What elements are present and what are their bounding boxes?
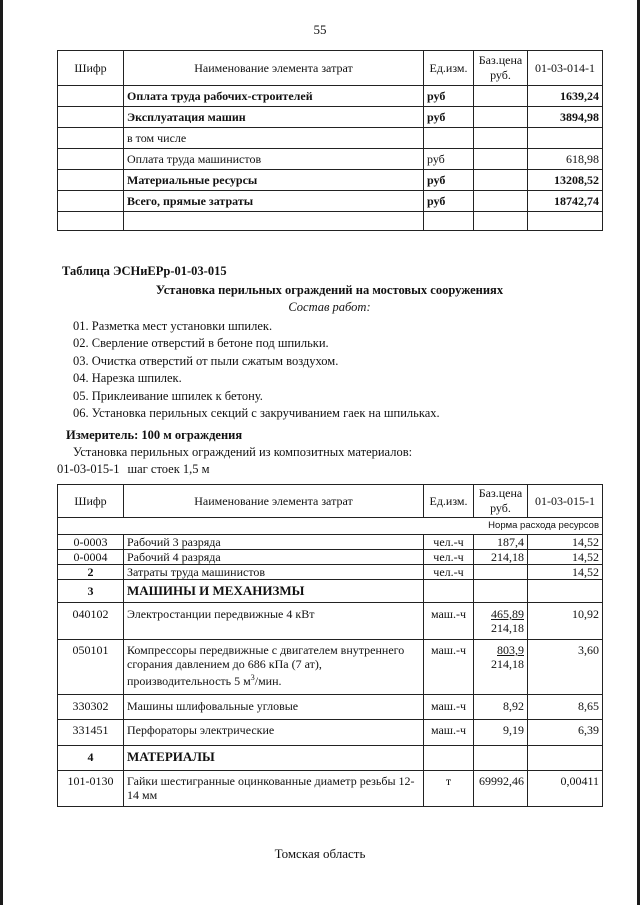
footer-region: Томская область: [274, 846, 366, 861]
composition-label: Состав работ:: [288, 300, 371, 314]
row-value: 18742,74: [528, 191, 603, 212]
row-code: 040102: [58, 603, 124, 640]
row-price: 9,19: [474, 720, 528, 746]
row-price: [474, 565, 528, 580]
row-name: Компрессоры передвижные с двигателем внутреннего сгорания давлением до 686 кПа (7 ат), производительность 5 $м^3$/мин.: [124, 640, 424, 695]
row-value: 6,39: [528, 720, 603, 746]
table-row: [58, 170, 603, 191]
row-unit: маш.-ч: [424, 603, 474, 640]
table-row: [58, 640, 603, 695]
row-code: 101-0130: [58, 771, 124, 807]
norm-label: Норма расхода ресурсов: [58, 518, 603, 535]
table-row: [58, 107, 603, 128]
row-name: Машины шлифовальные угловые: [124, 695, 424, 720]
header-unit: Ед.изм.: [424, 51, 474, 86]
row-name: Всего, прямые затраты: [124, 191, 424, 212]
row-name: Рабочий 4 разряда: [124, 550, 424, 565]
row-unit: маш.-ч: [424, 640, 474, 695]
table-row: [58, 149, 603, 170]
row-price: 214,18: [474, 550, 528, 565]
table-row: [58, 695, 603, 720]
variant-code: 01-03-015-1: [57, 462, 120, 476]
header-base-price: Баз.цена руб.: [474, 485, 528, 518]
table-row: [58, 720, 603, 746]
work-step: 02. Сверление отверстий в бетоне под шпильки.: [73, 336, 329, 351]
work-step: 06. Установка перильных секций с закручиванием гаек на шпильках.: [73, 406, 440, 421]
table-row: [58, 550, 603, 565]
row-unit: руб: [424, 149, 474, 170]
table-row: [58, 86, 603, 107]
row-unit: чел.-ч: [424, 565, 474, 580]
row-unit: руб: [424, 86, 474, 107]
work-step: 03. Очистка отверстий от пыли сжатым воздухом.: [73, 353, 339, 368]
row-value: 3,60: [528, 640, 603, 695]
row-price: 69992,46: [474, 771, 528, 807]
row-code: 0-0004: [58, 550, 124, 565]
row-name: Затраты труда машинистов: [124, 565, 424, 580]
page-number: 55: [313, 22, 327, 37]
row-unit: руб: [424, 191, 474, 212]
norm-row: [58, 518, 603, 535]
table-row: [58, 191, 603, 212]
work-steps-list: [73, 318, 440, 422]
table-row: [58, 128, 603, 149]
row-value: 10,92: [528, 603, 603, 640]
row-name: Оплата труда рабочих-строителей: [124, 86, 424, 107]
resources-table-header: [58, 485, 603, 518]
row-unit: маш.-ч: [424, 720, 474, 746]
row-price-labor: 214,18: [491, 657, 524, 671]
row-name: Перфораторы электрические: [124, 720, 424, 746]
page-edge-left: [0, 0, 3, 905]
row-price: 8,92: [474, 695, 528, 720]
row-value: 13208,52: [528, 170, 603, 191]
section-row-materials: [58, 746, 603, 771]
variant-line: [57, 462, 218, 477]
row-price-labor: 214,18: [491, 621, 524, 635]
table-row-spacer: [58, 212, 603, 231]
row-unit: чел.-ч: [424, 535, 474, 550]
row-code: 330302: [58, 695, 124, 720]
row-price: 803,9: [497, 643, 524, 657]
work-step: 05. Приклеивание шпилек к бетону.: [73, 388, 263, 403]
row-price: 187,4: [474, 535, 528, 550]
row-name: Оплата труда машинистов: [124, 149, 424, 170]
summary-table-header: [58, 51, 603, 86]
section-code: 4: [58, 746, 124, 771]
row-value: 1639,24: [528, 86, 603, 107]
row-value: 0,00411: [528, 771, 603, 807]
section-heading-machines: МАШИНЫ И МЕХАНИЗМЫ: [124, 580, 424, 603]
section-subtitle: Установка перильных ограждений на мостовых сооружениях: [155, 283, 504, 297]
variant-description: шаг стоек 1,5 м: [127, 462, 210, 476]
row-price: 465,89: [491, 607, 524, 621]
row-unit: т: [424, 771, 474, 807]
row-name: Эксплуатация машин: [124, 107, 424, 128]
row-unit: руб: [424, 107, 474, 128]
row-value: 14,52: [528, 535, 603, 550]
row-value: 8,65: [528, 695, 603, 720]
section-row-machines: [58, 580, 603, 603]
table-row: [58, 565, 603, 580]
work-step: 04. Нарезка шпилек.: [73, 371, 182, 386]
work-step: 01. Разметка мест установки шпилек.: [73, 319, 273, 333]
resources-table: [57, 484, 603, 807]
row-unit: маш.-ч: [424, 695, 474, 720]
header-unit: Ед.изм.: [424, 485, 474, 518]
row-name: Электростанции передвижные 4 кВт: [124, 603, 424, 640]
header-name: Наименование элемента затрат: [124, 485, 424, 518]
row-unit: чел.-ч: [424, 550, 474, 565]
row-name: Гайки шестигранные оцинкованные диаметр резьбы 12-14 мм: [124, 771, 424, 807]
row-value: 14,52: [528, 550, 603, 565]
row-unit: руб: [424, 170, 474, 191]
row-value: 618,98: [528, 149, 603, 170]
section-code: 3: [58, 580, 124, 603]
table-row: [58, 535, 603, 550]
row-code: 050101: [58, 640, 124, 695]
row-value: 3894,98: [528, 107, 603, 128]
section-title: Таблица ЭСНиЕРр-01-03-015: [62, 264, 227, 278]
header-code-ref: 01-03-014-1: [528, 51, 603, 86]
row-name: в том числе: [124, 128, 424, 149]
header-name: Наименование элемента затрат: [124, 51, 424, 86]
row-code: 0-0003: [58, 535, 124, 550]
header-code-ref: 01-03-015-1: [528, 485, 603, 518]
header-code: Шифр: [58, 51, 124, 86]
measure-unit: Измеритель: 100 м ограждения: [66, 428, 243, 442]
section-heading-materials: МАТЕРИАЛЫ: [124, 746, 424, 771]
row-code: 331451: [58, 720, 124, 746]
table-row: [58, 771, 603, 807]
header-base-price: Баз.цена руб.: [474, 51, 528, 86]
summary-table: [57, 50, 603, 231]
install-description: Установка перильных ограждений из композитных материалов:: [73, 445, 413, 459]
table-row: [58, 603, 603, 640]
row-value: 14,52: [528, 565, 603, 580]
row-name: Материальные ресурсы: [124, 170, 424, 191]
row-name: Рабочий 3 разряда: [124, 535, 424, 550]
header-code: Шифр: [58, 485, 124, 518]
row-code: 2: [58, 565, 124, 580]
